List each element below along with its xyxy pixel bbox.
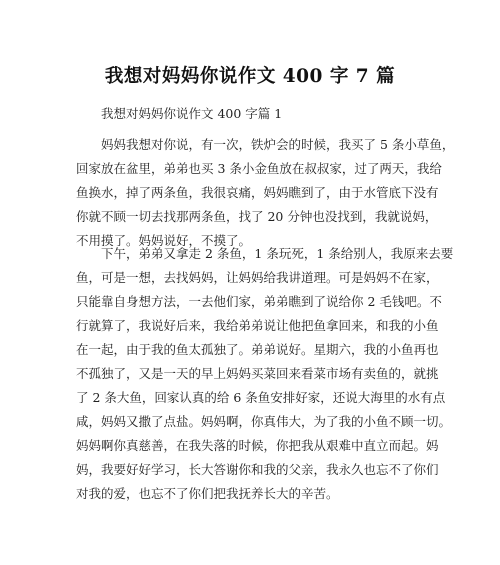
paragraph-1 <box>76 133 455 253</box>
paragraph-line: 对我的爱，也忘不了你们把我抚养长大的辛苦。 <box>76 486 339 501</box>
paragraph-line: 下午，弟弟又拿走 2 条鱼，1 条玩死，1 条给别人，我原来去要 <box>101 246 454 261</box>
paragraph-line: 鱼，可是一想，去找妈妈，让妈妈给我讲道理。可是妈妈不在家， <box>76 270 439 285</box>
paragraph-line: 妈妈啊你真慈善，在我失落的时候，你把我从艰难中直立而起。妈 <box>76 438 439 453</box>
document-title: 我想对妈妈你说作文 400 字 7 篇 <box>104 66 396 87</box>
paragraph-line: 回家放在盆里，弟弟也买 3 条小金鱼放在叔叔家，过了两天，我给 <box>76 161 442 176</box>
paragraph-line: 不用摸了。妈妈说好，不摸了。 <box>76 233 252 248</box>
paragraph-line: 行就算了，我说好后来，我给弟弟说让他把鱼拿回来，和我的小鱼 <box>76 318 439 333</box>
section-heading: 我想对妈妈你说作文 400 字篇 1 <box>101 106 283 121</box>
paragraph-line: 妈，我要好好学习，长大答谢你和我的父亲，我永久也忘不了你们 <box>76 462 439 477</box>
paragraph-line: 不孤独了，又是一天的早上妈妈买菜回来看菜市场有卖鱼的，就挑 <box>76 366 439 381</box>
paragraph-line: 你就不顾一切去找那两条鱼，找了 20 分钟也没找到，我就说妈， <box>76 209 438 224</box>
paragraph-line: 了 2 条大鱼，回家认真的给 6 条鱼安排好家，还说大海里的水有点 <box>76 390 446 405</box>
paragraph-line: 妈妈我想对你说，有一次，铁炉会的时候，我买了 5 条小草鱼， <box>101 137 455 152</box>
paragraph-line: 只能靠自身想方法，一去他们家，弟弟瞧到了说给你 2 毛钱吧。不 <box>76 294 442 309</box>
paragraph-line: 在一起，由于我的鱼太孤独了。弟弟说好。星期六，我的小鱼再也 <box>76 342 439 357</box>
paragraph-2 <box>76 242 454 506</box>
paragraph-line: 咸，妈妈又撒了点盐。妈妈啊，你真伟大，为了我的小鱼不顾一切。 <box>76 414 452 429</box>
paragraph-line: 鱼换水，掉了两条鱼，我很哀痛，妈妈瞧到了，由于水管底下没有 <box>76 185 439 200</box>
